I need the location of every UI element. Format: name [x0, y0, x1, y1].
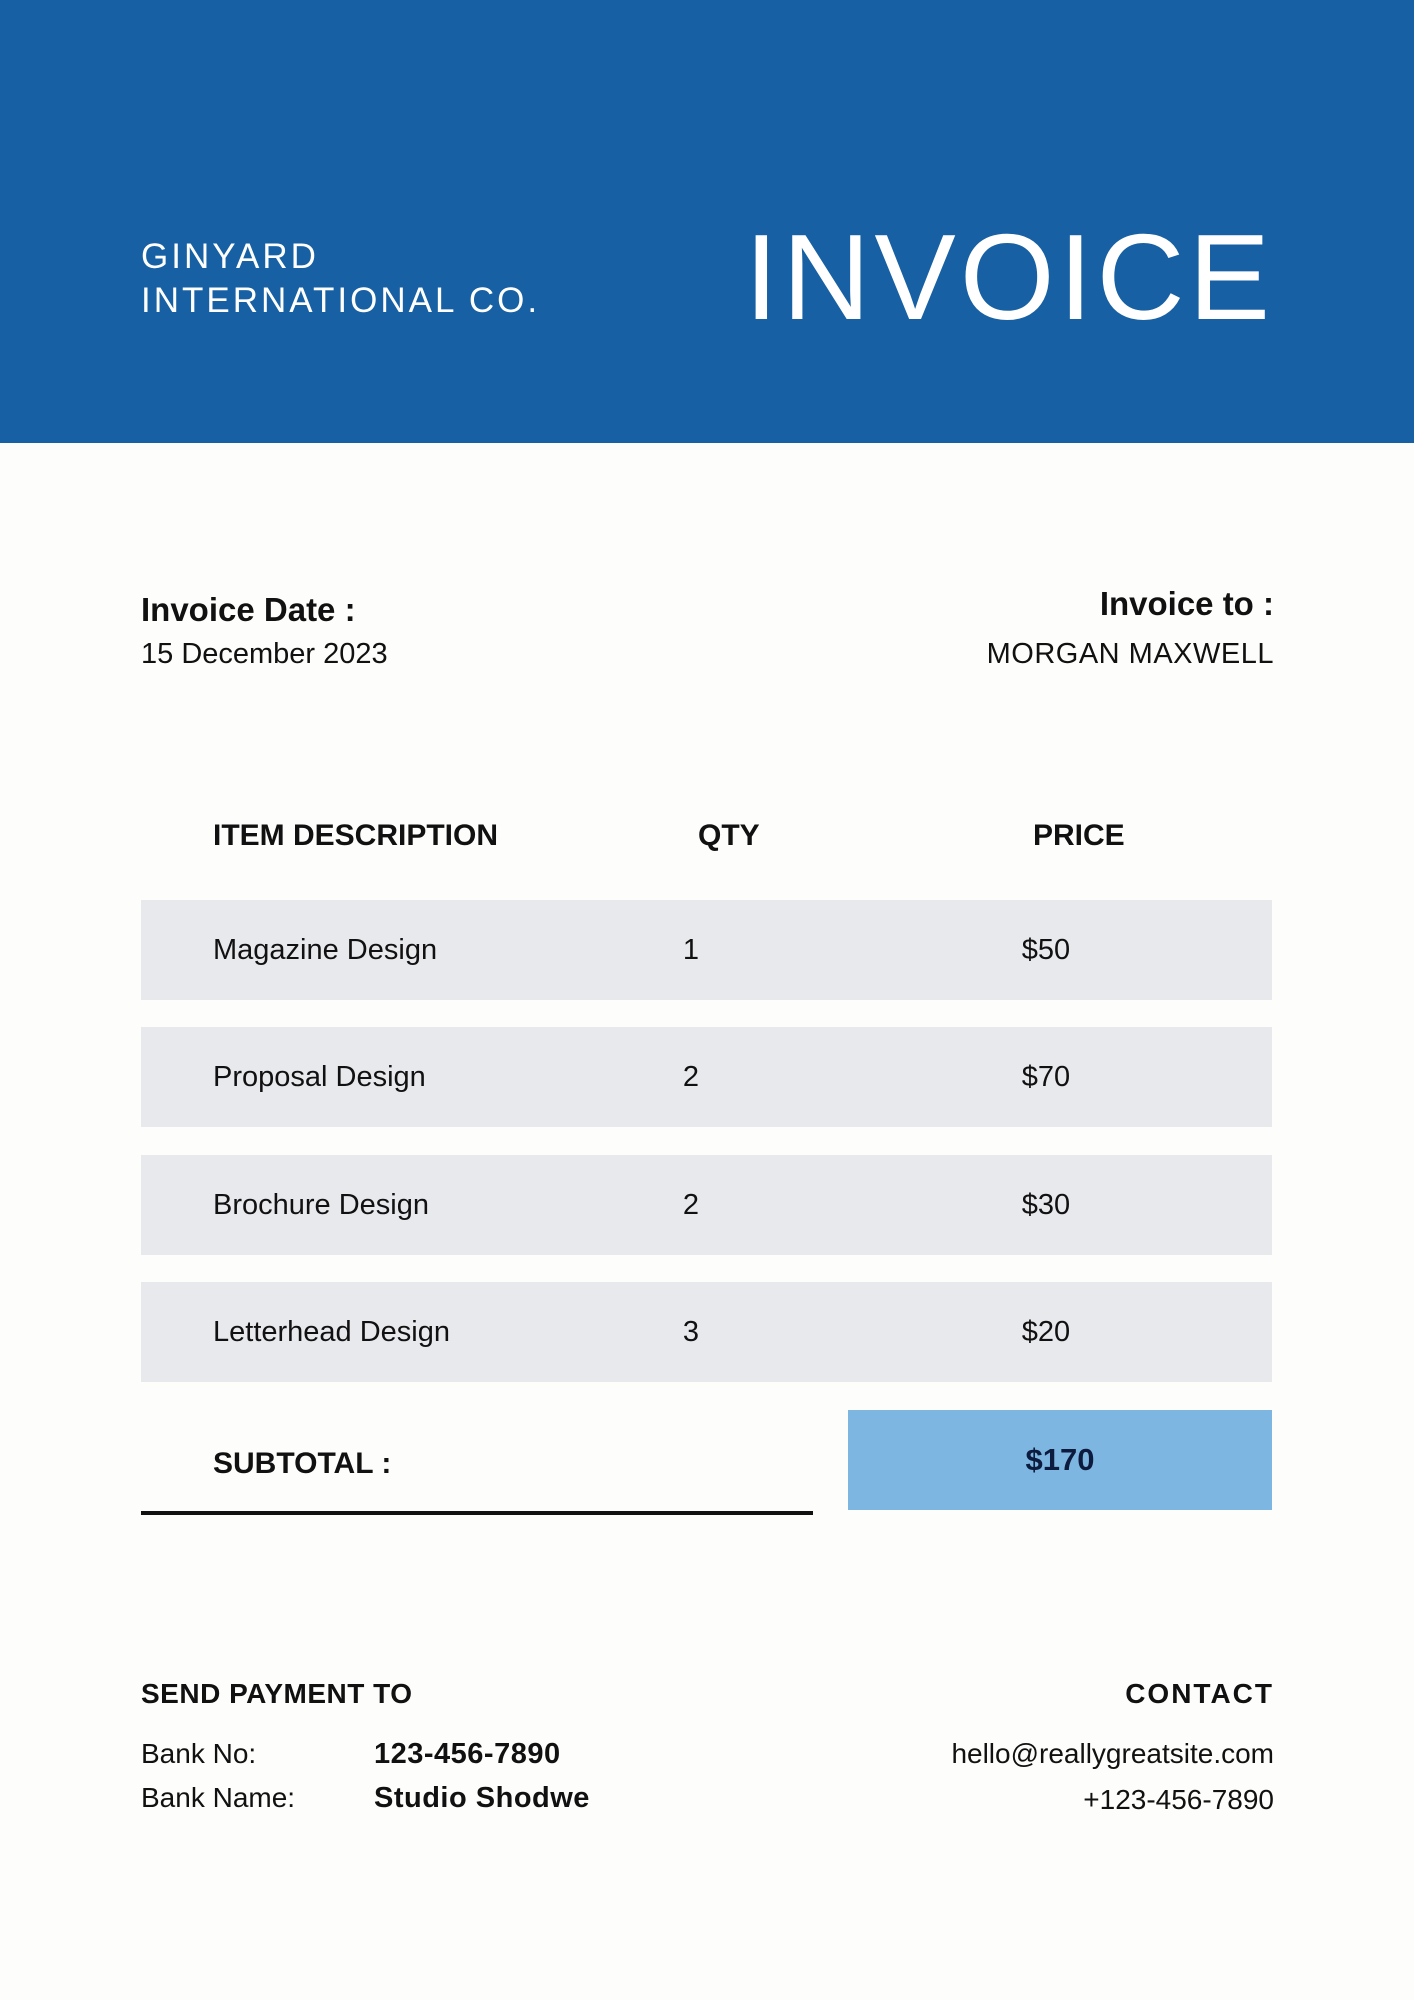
- subtotal-label: SUBTOTAL :: [213, 1447, 392, 1480]
- invoice-to-block: [987, 582, 1274, 674]
- contact-email: hello@reallygreatsite.com: [951, 1738, 1274, 1769]
- column-header-qty: QTY: [698, 819, 760, 852]
- item-description: Proposal Design: [213, 1061, 426, 1093]
- item-qty: 3: [682, 1316, 700, 1348]
- item-qty: 2: [682, 1061, 700, 1093]
- item-description: Magazine Design: [213, 934, 438, 966]
- company-name-line1: GINYARD: [141, 237, 319, 276]
- bank-no-value: 123-456-7890: [374, 1738, 561, 1770]
- item-qty: 2: [682, 1189, 700, 1221]
- subtotal-box: [848, 1410, 1272, 1510]
- invoice-date-block: [141, 588, 388, 674]
- table-row: [141, 1282, 1272, 1382]
- subtotal-divider: [141, 1511, 813, 1515]
- bank-name-label: Bank Name:: [141, 1782, 296, 1813]
- contact-phone: +123-456-7890: [1083, 1784, 1274, 1815]
- contact-title: CONTACT: [1125, 1678, 1274, 1709]
- subtotal-value: $170: [1025, 1442, 1095, 1477]
- invoice-header: [0, 0, 1414, 443]
- item-price: $30: [1021, 1189, 1071, 1221]
- bank-name-value: Studio Shodwe: [374, 1782, 590, 1814]
- item-description: Brochure Design: [213, 1189, 429, 1221]
- company-name: [141, 235, 540, 323]
- table-row: [141, 900, 1272, 1000]
- column-header-description: ITEM DESCRIPTION: [213, 819, 499, 852]
- item-description: Letterhead Design: [213, 1316, 450, 1348]
- bank-no-label: Bank No:: [141, 1738, 257, 1769]
- table-row: [141, 1027, 1272, 1127]
- table-row: [141, 1155, 1272, 1255]
- invoice-title: INVOICE: [744, 209, 1274, 345]
- invoice-to-value: MORGAN MAXWELL: [986, 638, 1274, 670]
- item-price: $50: [1021, 934, 1071, 966]
- invoice-date-value: 15 December 2023: [141, 638, 388, 670]
- invoice-to-label: Invoice to :: [1099, 585, 1274, 622]
- invoice-date-label: Invoice Date :: [141, 591, 356, 628]
- company-name-line2: INTERNATIONAL CO.: [141, 281, 541, 320]
- item-price: $70: [1021, 1061, 1071, 1093]
- item-price: $20: [1021, 1316, 1071, 1348]
- payment-title: SEND PAYMENT TO: [141, 1678, 413, 1709]
- item-qty: 1: [682, 934, 700, 966]
- column-header-price: PRICE: [1033, 819, 1125, 852]
